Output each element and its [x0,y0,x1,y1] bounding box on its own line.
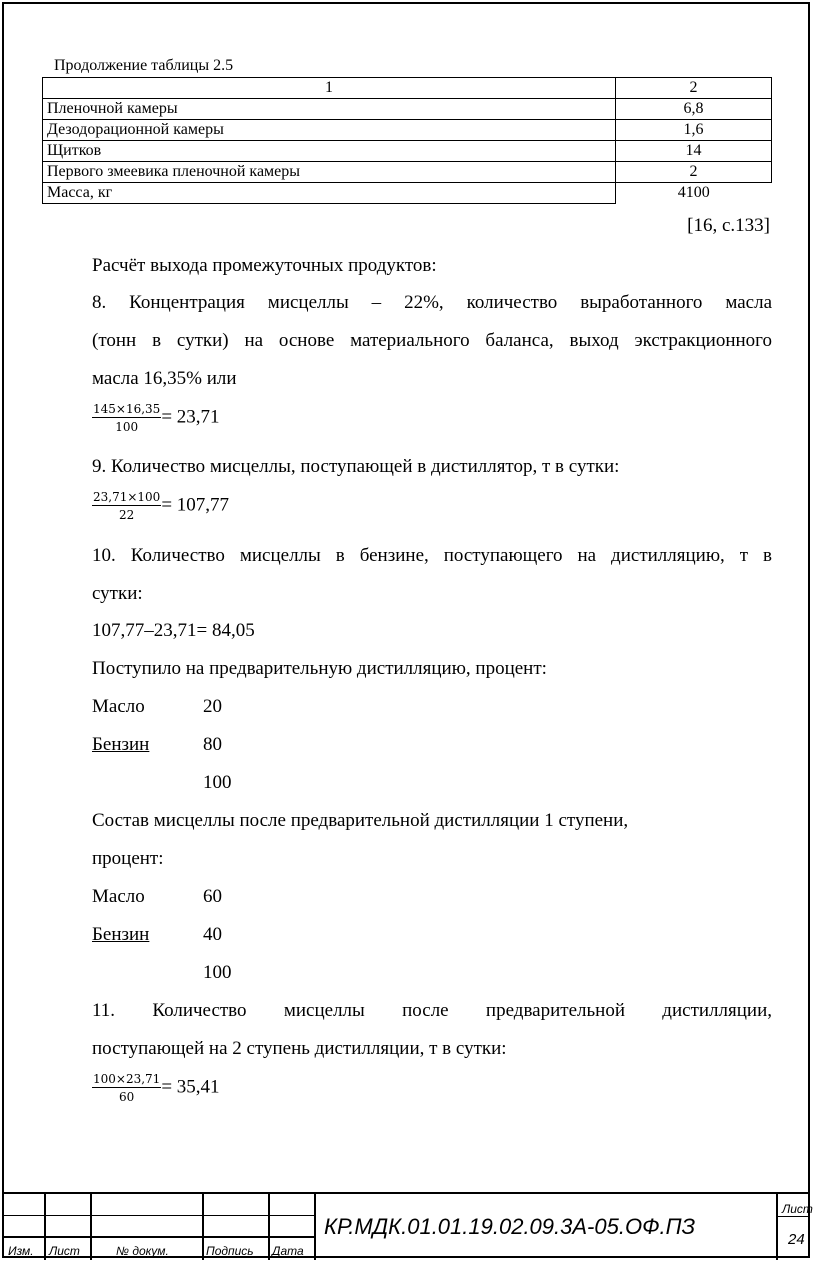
total-1: 100 [203,772,232,793]
stamp-row-line [4,1236,314,1238]
table-row [43,120,772,141]
stamp-divider [268,1194,270,1260]
oil-value: 20 [203,696,222,717]
equipment-mass-table [42,77,772,204]
table-cell: Масса, кг [43,183,616,204]
paragraph-10-line-1: 10. Количество мисцеллы в бензине, поступающего на дистилляцию, т в [92,545,772,566]
table-row [43,99,772,120]
formula-1 [92,402,220,434]
paragraph-10-line-2: сутки: [92,583,143,604]
formula-2-numerator: 23,71×100 [93,490,161,504]
table-cell: Пленочной камеры [43,99,616,120]
table-cell: Первого змеевика пленочной камеры [43,162,616,183]
stamp-divider [776,1194,778,1260]
table-cell: Щитков [43,141,616,162]
oil-label: Масло [92,696,145,717]
petrol-row-2 [92,924,225,946]
petrol-label: Бензин [92,734,150,755]
petrol-label: Бензин [92,924,150,945]
formula-3-result: = 35,41 [161,1076,220,1098]
document-code: КР.МДК.01.01.19.02.09.3А-05.ОФ.ПЗ [324,1214,696,1239]
oil-label: Масло [92,886,145,907]
title-block [4,1192,813,1260]
formula-2 [92,490,229,522]
composition-line-2: процент: [92,848,164,869]
composition-line-1: Состав мисцеллы после предварительной дистилляции 1 ступени, [92,810,629,831]
table-header-row [43,78,772,99]
formula-3-numerator: 100×23,71 [93,1072,161,1086]
oil-row-2 [92,886,222,908]
table-cell: 2 [616,162,772,183]
paragraph-9: 9. Количество мисцеллы, поступающей в дистиллятор, т в сутки: [92,456,620,477]
table-header-cell: 2 [616,78,772,99]
source-reference: [16, с.133] [687,215,770,236]
formula-1-denominator: 100 [115,420,139,434]
stamp-divider [44,1194,46,1260]
formula-3-denominator: 60 [119,1090,135,1104]
table-cell: Дезодорационной камеры [43,120,616,141]
section-intro: Расчёт выхода промежуточных продуктов: [92,255,437,276]
stamp-document-label: № докум. [116,1244,169,1258]
paragraph-8-line-2: (тонн в сутки) на основе материального баланса, выход экстракционного [92,330,772,351]
table-header-cell: 1 [43,78,616,99]
oil-row-1 [92,696,222,718]
formula-1-numerator: 145×16,35 [93,402,161,416]
paragraph-11-line-2: поступающей на 2 ступень дистилляции, т в сутки: [92,1038,507,1059]
total-2: 100 [203,962,232,983]
table-row [43,162,772,183]
stamp-divider [314,1194,316,1260]
table-row [43,183,772,204]
table-continuation-caption: Продолжение таблицы 2.5 [54,57,234,74]
formula-3 [92,1072,220,1104]
stamp-divider [90,1194,92,1260]
received-caption: Поступило на предварительную дистилляцию, процент: [92,658,547,679]
oil-value: 60 [203,886,222,907]
formula-1-result: = 23,71 [161,406,220,428]
table-cell: 4100 [616,183,772,204]
table-cell: 6,8 [616,99,772,120]
stamp-divider [202,1194,204,1260]
table-cell: 14 [616,141,772,162]
stamp-signature-label: Подпись [206,1244,254,1258]
sheet-label: Лист [782,1202,813,1216]
paragraph-10-calc: 107,77–23,71= 84,05 [92,620,255,641]
table-row [43,141,772,162]
stamp-row-line [4,1215,314,1216]
stamp-sheet-line [776,1216,810,1217]
petrol-row-1 [92,734,225,756]
formula-2-denominator: 22 [119,508,135,522]
sheet-number: 24 [788,1231,805,1248]
petrol-value: 40 [203,924,222,945]
stamp-izm-label: Изм. [8,1244,34,1258]
stamp-date-label: Дата [272,1244,304,1258]
table-cell: 1,6 [616,120,772,141]
paragraph-8-line-1: 8. Концентрация мисцеллы – 22%, количество выработанного масла [92,292,772,313]
paragraph-8-line-3: масла 16,35% или [92,368,237,389]
petrol-value: 80 [203,734,222,755]
stamp-list-label: Лист [49,1244,80,1258]
paragraph-11-line-1: 11. Количество мисцеллы после предварительной дистилляции, [92,1000,772,1021]
formula-2-result: = 107,77 [161,494,230,516]
